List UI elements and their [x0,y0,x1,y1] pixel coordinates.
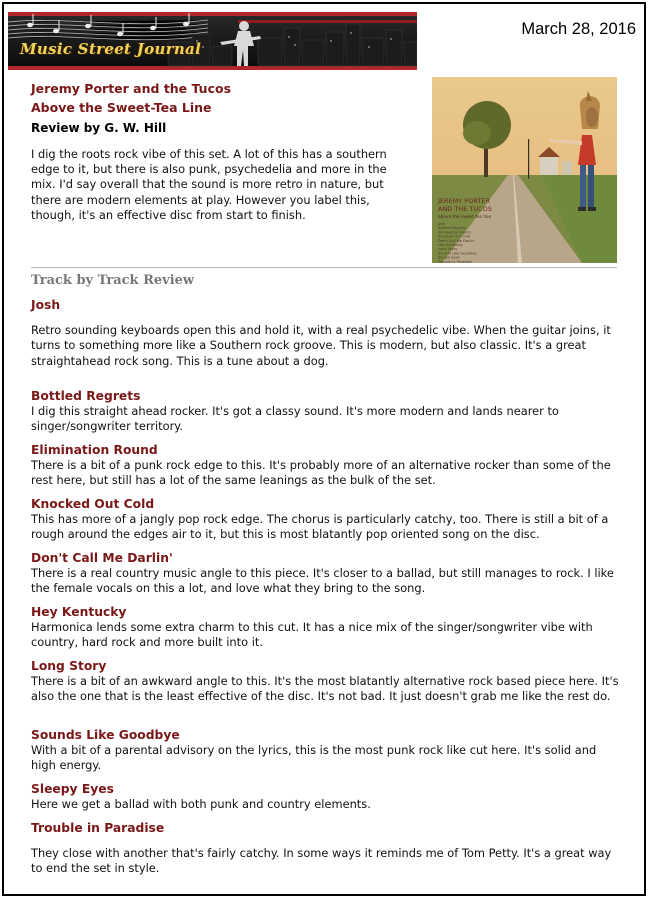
cover-track-item: Elimination Round [438,230,471,235]
track-review: Harmonica lends some extra charm to this cut. It has a nice mix of the singer/songwriter vibe with country, hard rock and more built into it. [31,620,593,650]
review-intro: I dig the roots rock vibe of this set. A lot of this has a southern edge to it, but there is also punk, psychedelia and more in the mix. I'd say overall that the sound is more retro in nature, but there are modern elements at play. However you label this, though, it's an effective disc from start to finish. [31,147,387,222]
track-title: Bottled Regrets [31,389,141,403]
cover-artist-line1: JEREMY PORTER [438,197,490,205]
track-review: They close with another that's fairly catchy. In some ways it reminds me of Tom Petty. It's a great way to end the set in style. [31,846,612,876]
cover-track-item: Trouble in Paradise [438,259,472,263]
cover-track-item: Knocked Out Cold [438,234,471,239]
track-title: Knocked Out Cold [31,497,155,511]
track-review: With a bit of a parental advisory on the lyrics, this is the most punk rock like cut here. It's solid and high energy. [31,743,597,773]
cover-track-item: Long Story [438,247,458,252]
cover-track-item: Sleepy Eyes [438,255,460,260]
cover-track-item: Bottled Regrets [438,226,466,231]
cover-track-item: Sounds Like Goodbye [438,251,477,256]
track-title: Elimination Round [31,443,158,457]
review-byline: Review by G. W. Hill [31,121,167,135]
track-review: I dig this straight ahead rocker. It's got a classy sound. It's more modern and lands nearer to singer/songwriter territory. [31,404,559,434]
publish-date: March 28, 2016 [521,20,636,38]
site-logo[interactable]: Music Street Journal [20,40,202,58]
track-review: There is a bit of a punk rock edge to this. It's probably more of an alternative rocker than some of the rest here, but still has a lot of the same leanings as the bulk of the set. [31,458,611,488]
track-review: There is a real country music angle to this piece. It's closer to a ballad, but still manages to rock. I like the female vocals on this a lot, and love what they bring to the song. [31,566,614,596]
track-title: Trouble in Paradise [31,821,165,835]
track-review: Here we get a ballad with both punk and country elements. [31,797,371,811]
site-banner[interactable] [8,12,417,70]
track-entry [31,658,621,705]
track-entry [31,820,621,877]
cover-track-item: Don't Call Me Darlin' [438,238,475,243]
track-title: Sounds Like Goodbye [31,728,180,742]
cover-track-item: Hey Kentucky [438,243,463,247]
track-entry [31,297,621,369]
track-title: Sleepy Eyes [31,782,114,796]
cover-artist-line2: AND THE TUCOS [438,205,492,213]
section-title: Track by Track Review [31,273,195,288]
track-review: There is a bit of an awkward angle to this. It's the most blatantly alternative rock based piece here. It's also the one that is the least effective of the disc. It's not bad. It just doesn't grab me like the rest do. [31,674,619,704]
album-cover [432,77,617,263]
album-cover-art [432,77,617,263]
track-review: This has more of a jangly pop rock edge. The chorus is particularly catchy, too. There is still a bit of a rough around the edges air to it, but this is most blatantly pop oriented song on the disc. [31,512,609,542]
track-title: Long Story [31,659,107,673]
track-entry [31,727,621,774]
track-entry [31,550,621,597]
artist-name: Jeremy Porter and the Tucos [31,81,232,96]
track-title: Don't Call Me Darlin' [31,551,173,565]
cover-track-item: Josh [438,222,446,226]
track-title: Josh [31,298,61,312]
track-entry [31,442,621,489]
section-divider [31,267,617,268]
track-title: Hey Kentucky [31,605,127,619]
album-title: Above the Sweet-Tea Line [31,100,212,115]
track-entry [31,604,621,651]
track-review: Retro sounding keyboards open this and hold it, with a real psychedelic vibe. When the guitar joins, it turns to something more like a Southern rock groove. This is modern, but also classic. It's a great straightahead rock song. This is a tune about a dog. [31,323,611,368]
cover-subtitle: above the sweet tea line [438,215,492,220]
track-entry [31,388,621,435]
track-entry [31,781,621,812]
track-entry [31,496,621,543]
